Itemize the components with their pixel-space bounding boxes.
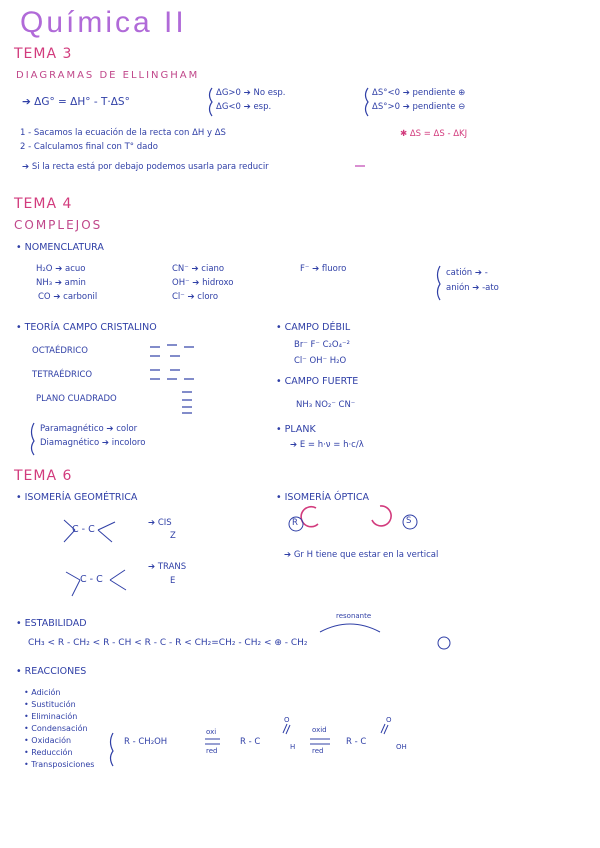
page-title: Química II — [20, 6, 187, 39]
resonance-arc — [320, 624, 380, 632]
brace-charge — [438, 266, 441, 300]
ds-condition-2: ΔS°>0 ➔ pendiente ⊖ — [372, 102, 466, 112]
teoria-campo-heading: • TEORÍA CAMPO CRISTALINO — [16, 322, 157, 333]
optical-note: ➔ Gr H tiene que estar en la vertical — [284, 550, 439, 560]
ellingham-step-1: 1 - Sacamos la ecuación de la recta con ΔH y ΔS — [20, 128, 226, 138]
reduction-label-2: red — [312, 747, 324, 755]
splitting-octahedral — [150, 345, 194, 356]
paramagnetic-note: Paramagnético ➔ color — [40, 424, 138, 434]
ligand-item: CO ➔ carbonil — [38, 292, 98, 302]
diamagnetic-note: Diamagnético ➔ incoloro — [40, 438, 146, 448]
gibbs-equation: ➔ ΔG° = ΔH° - T·ΔS° — [22, 96, 130, 108]
oxidation-label-2: oxid — [312, 726, 327, 734]
optical-r-label: R — [292, 518, 298, 528]
optical-s-label: S — [406, 516, 412, 526]
cis-z-label: Z — [170, 531, 176, 541]
reaction-item: • Transposiciones — [24, 760, 95, 769]
reaction-item: • Oxidación — [24, 736, 72, 745]
trans-molecule-label: C - C — [80, 574, 103, 585]
reaction-item: • Adición — [24, 688, 61, 697]
cation-rule: catión ➔ - — [446, 268, 488, 278]
reduction-label-1: red — [206, 747, 218, 755]
ligand-item: H₂O ➔ acuo — [36, 264, 86, 274]
campo-debil-row-1: Br⁻ F⁻ C₂O₄⁻² — [294, 340, 350, 350]
anion-rule: anión ➔ -ato — [446, 283, 499, 293]
carbonyl-bonds — [283, 724, 388, 734]
ligand-item: Cl⁻ ➔ cloro — [172, 292, 219, 302]
isomeria-geometrica-heading: • ISOMERÍA GEOMÉTRICA — [16, 492, 138, 503]
clockwise-arrow — [301, 507, 318, 527]
estabilidad-heading: • ESTABILIDAD — [16, 618, 87, 629]
geometry-octahedral: OCTAÉDRICO — [32, 346, 88, 356]
ellingham-heading: DIAGRAMAS DE ELLINGHAM — [16, 70, 200, 81]
aldehyde-h: H — [290, 743, 296, 751]
tema3-heading: TEMA 3 — [14, 46, 73, 62]
geometry-square-planar: PLANO CUADRADO — [36, 394, 117, 404]
reaction-item: • Condensación — [24, 724, 88, 733]
ellingham-conclusion: ➔ Si la recta está por debajo podemos usarla para reducir — [22, 162, 269, 172]
aldehyde-o: O — [284, 716, 290, 724]
complejos-heading: COMPLEJOS — [14, 218, 103, 232]
redox-arrows — [205, 739, 330, 744]
plank-heading: • PLANK — [276, 424, 316, 435]
ligand-item: NH₃ ➔ amin — [36, 278, 86, 288]
geometry-tetrahedral: TETRAÉDRICO — [32, 370, 93, 380]
entropy-note: ✱ ΔS = ΔS - ΔKJ — [400, 129, 468, 139]
dg-condition-1: ΔG>0 ➔ No esp. — [216, 88, 286, 98]
cis-molecule-label: C - C — [72, 524, 95, 535]
nomenclatura-heading: • NOMENCLATURA — [16, 242, 104, 253]
campo-debil-row-2: Cl⁻ OH⁻ H₂O — [294, 356, 347, 366]
tema4-heading: TEMA 4 — [14, 196, 73, 212]
ligand-item: OH⁻ ➔ hidroxo — [172, 278, 234, 288]
trans-e-label: E — [170, 576, 176, 586]
brace-ellingham-left — [210, 88, 213, 116]
plank-equation: ➔ E = h·ν = h·c/λ — [290, 440, 364, 450]
campo-debil-heading: • CAMPO DÉBIL — [276, 322, 351, 333]
acid-o: O — [386, 716, 392, 724]
splitting-tetrahedral — [150, 370, 194, 379]
reaction-item: • Eliminación — [24, 712, 78, 721]
brace-reactions — [111, 733, 114, 766]
splitting-square-planar — [182, 392, 192, 413]
brace-magnetism — [32, 423, 35, 455]
counterclockwise-arrow — [372, 506, 391, 526]
redox-alcohol: R - CH₂OH — [124, 737, 168, 747]
resonance-label: resonante — [336, 612, 372, 620]
stability-chain: CH₃ < R - CH₂ < R - CH < R - C - R < CH₂=CH₂ - CH₂ < ⊕ - CH₂ — [28, 638, 308, 648]
ligand-item: CN⁻ ➔ ciano — [172, 264, 225, 274]
reaction-item: • Reducción — [24, 748, 73, 757]
cis-label: ➔ CIS — [148, 518, 172, 528]
ligand-item: F⁻ ➔ fluoro — [300, 264, 347, 274]
dg-condition-2: ΔG<0 ➔ esp. — [216, 102, 272, 112]
brace-ellingham-right — [366, 88, 369, 116]
ds-condition-1: ΔS°<0 ➔ pendiente ⊕ — [372, 88, 466, 98]
redox-aldehyde: R - C — [240, 737, 261, 747]
campo-fuerte-heading: • CAMPO FUERTE — [276, 376, 359, 387]
oxidation-label-1: oxi — [206, 728, 217, 736]
acid-oh: OH — [396, 743, 407, 751]
reacciones-heading: • REACCIONES — [16, 666, 87, 677]
benzene-circle — [438, 637, 450, 649]
trans-label: ➔ TRANS — [148, 562, 187, 572]
ellingham-step-2: 2 - Calculamos final con T° dado — [20, 142, 158, 152]
campo-fuerte-row: NH₃ NO₂⁻ CN⁻ — [296, 400, 356, 410]
isomeria-optica-heading: • ISOMERÍA ÓPTICA — [276, 492, 369, 503]
redox-acid: R - C — [346, 737, 367, 747]
reaction-item: • Sustitución — [24, 700, 76, 709]
tema6-heading: TEMA 6 — [14, 468, 73, 484]
